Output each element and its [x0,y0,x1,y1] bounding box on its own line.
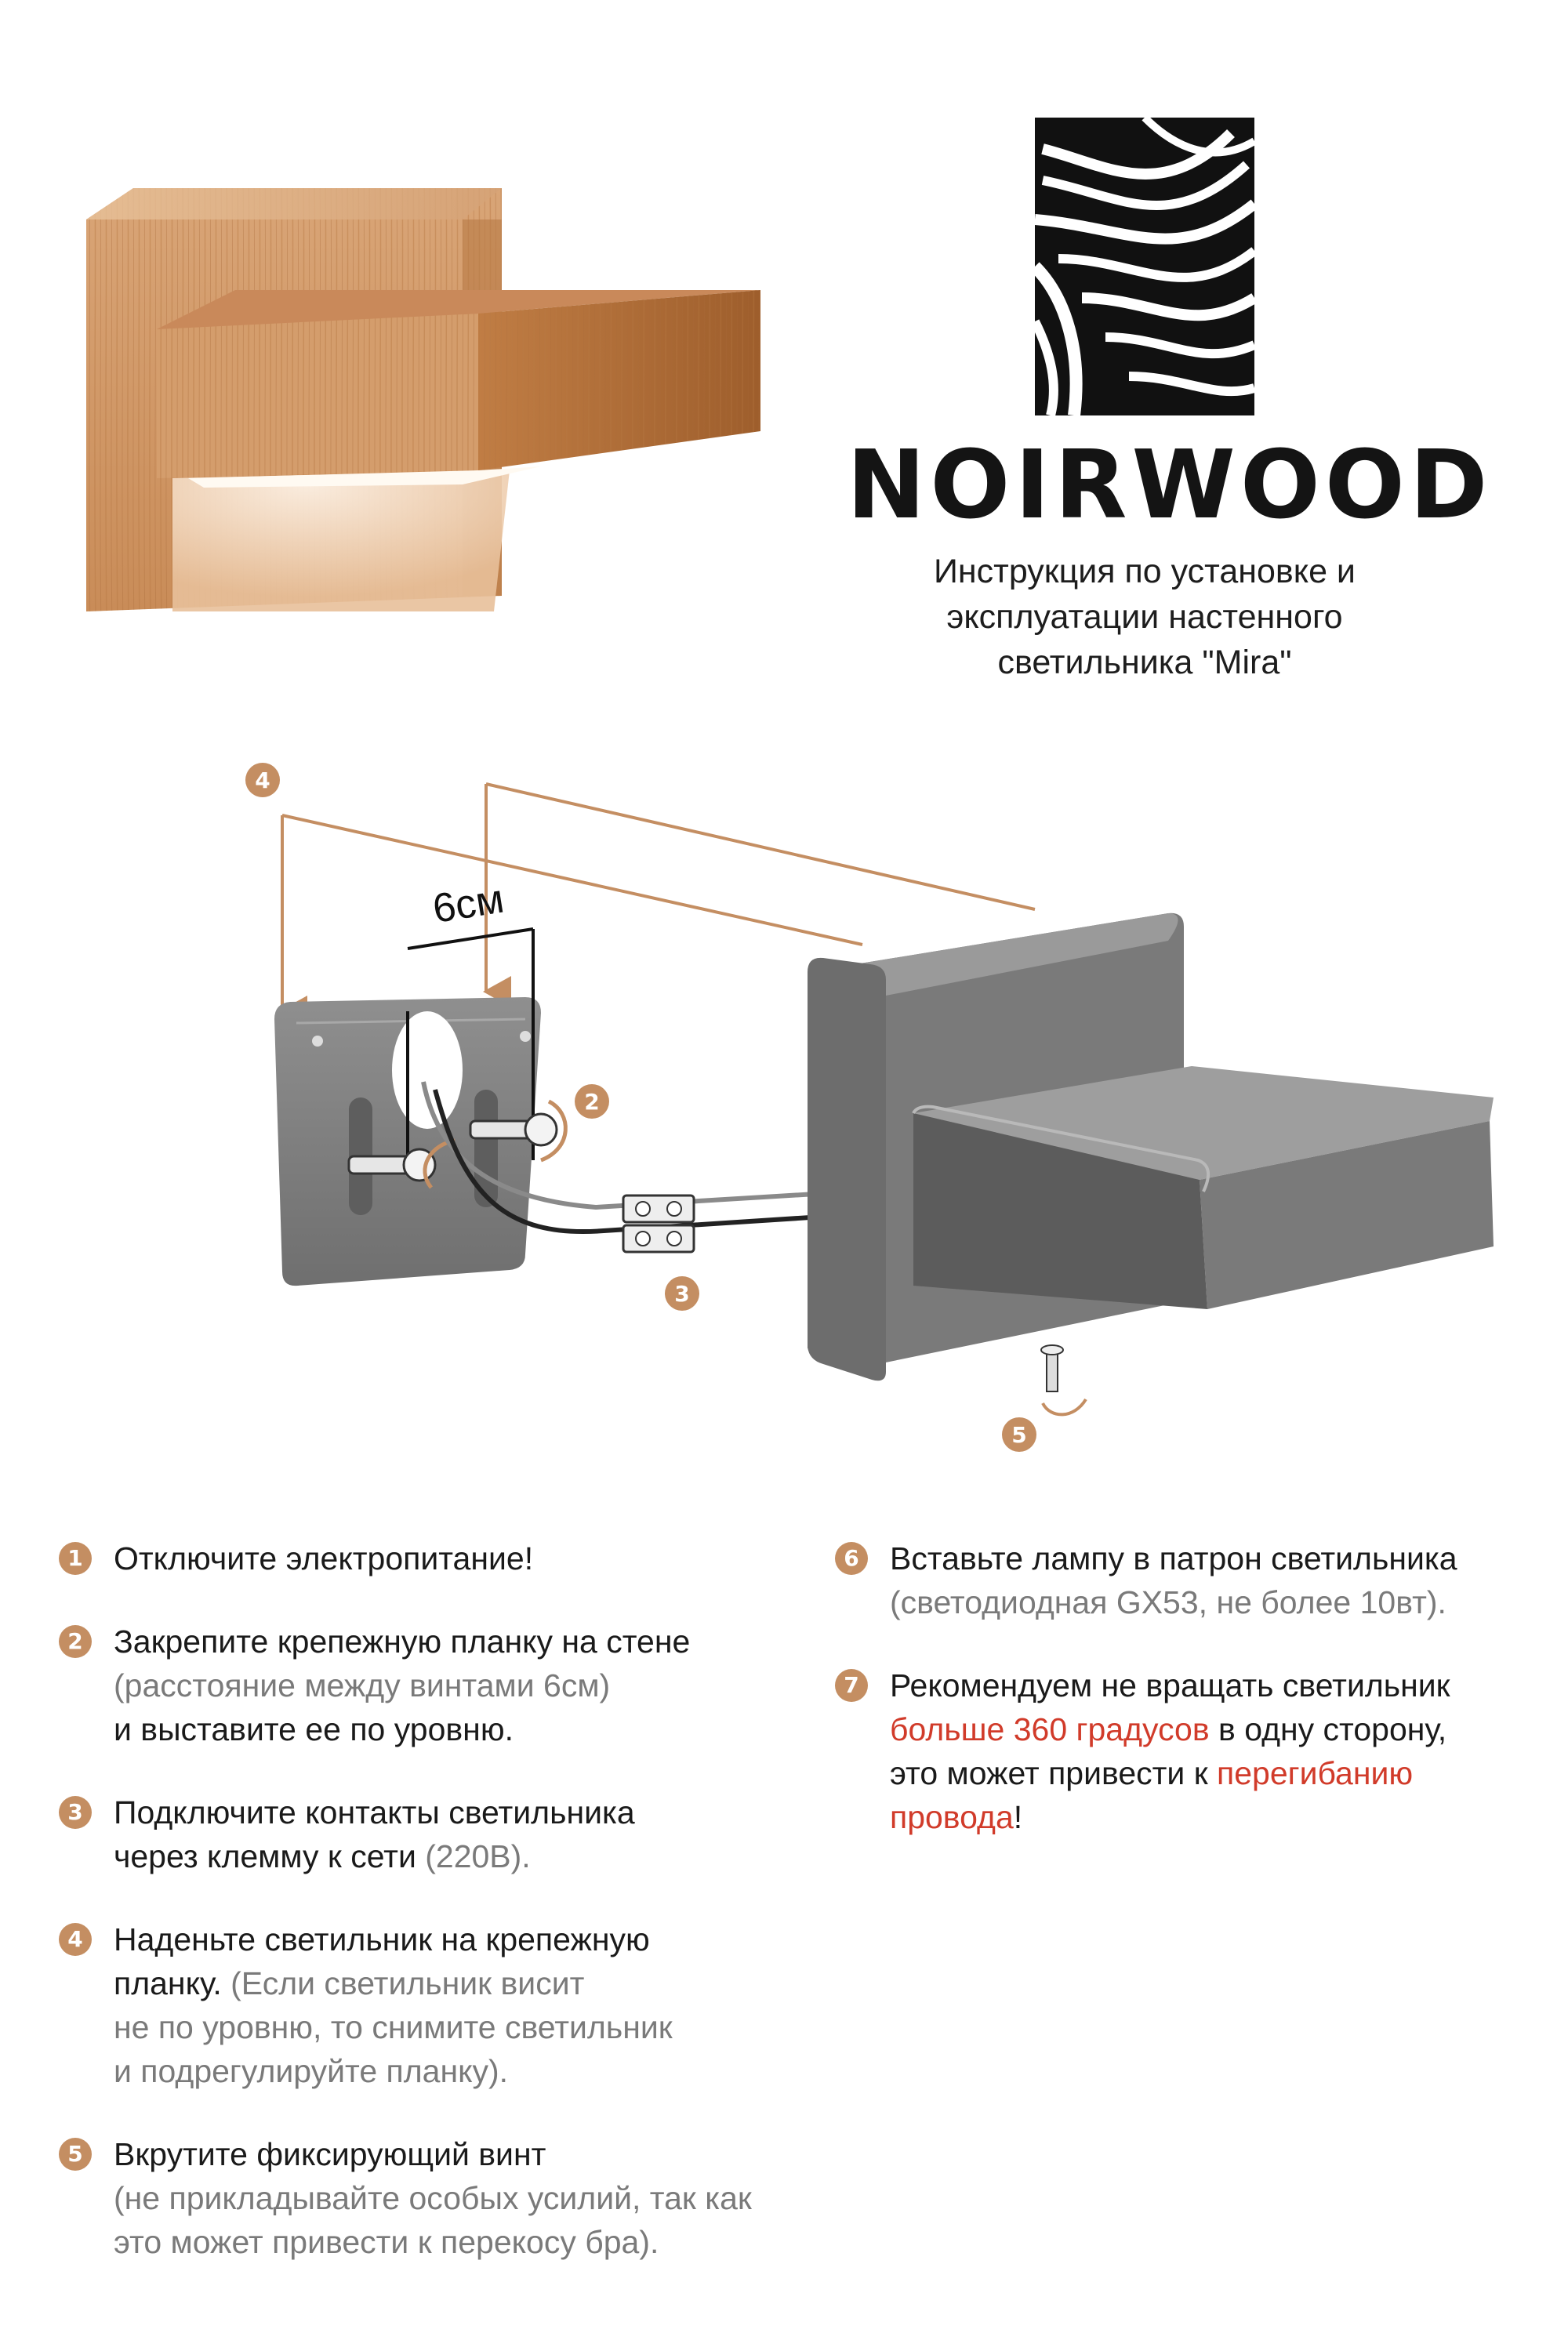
step-text-line [114,1536,811,1580]
steps-right-column [835,1536,1541,1878]
brand-logo-icon [1035,118,1254,415]
step-text-line [114,2176,811,2220]
subtitle-line: светильника "Mira" [997,644,1292,681]
step-number-badge: 4 [59,1923,92,1956]
step-2 [59,1620,811,1751]
step-3 [59,1790,811,1878]
step-text-segment: (220В). [425,1838,531,1874]
step-5 [59,2132,811,2264]
svg-text:2: 2 [584,1089,600,1115]
subtitle-line: Инструкция по установке и [934,553,1356,590]
step-text-segment: Вкрутите фиксирующий винт [114,2136,546,2172]
step-text-line [114,1620,811,1663]
step-number-badge: 5 [59,2138,92,2171]
step-text-segment: больше 360 градусов [890,1711,1210,1747]
step-number-badge: 3 [59,1796,92,1829]
svg-text:5: 5 [1011,1422,1027,1448]
step-text-segment: (расстояние между винтами 6см) [114,1667,611,1703]
subtitle-line: эксплуатации настенного [946,598,1343,636]
step-text-segment: это может привести к [890,1755,1218,1791]
step-text-segment: Наденьте светильник на крепежную [114,1921,650,1957]
step-text-segment: и выставите ее по уровню. [114,1711,514,1747]
callout-2 [575,1084,609,1119]
step-text-segment: это может привести к перекосу бра). [114,2224,659,2260]
step-text-segment: Закрепите крепежную планку на стене [114,1624,691,1660]
dimension-label: 6см [430,876,507,932]
step-text-segment: Рекомендуем не вращать светильник [890,1667,1450,1703]
step-text-line [114,1663,811,1707]
fixing-screw-icon [1041,1345,1063,1391]
step-text-segment: (светодиодная GX53, не более 10вт). [890,1584,1446,1620]
svg-text:4: 4 [255,767,270,793]
step-1 [59,1536,811,1580]
step-text-line [114,1917,811,1961]
callout-3 [665,1276,699,1311]
step-text-line [114,2132,811,2176]
step-text-line [114,2220,811,2264]
step-text-line [114,1961,811,2005]
callout-5 [1002,1417,1036,1452]
step-text-line [890,1751,1541,1795]
step-6 [835,1536,1541,1624]
step-text-line [890,1707,1541,1751]
step-text-line [114,2005,811,2049]
step-text-segment: через клемму к сети [114,1838,426,1874]
steps-left-column [59,1536,811,2303]
step-text-segment: Подключите контакты светильника [114,1794,635,1830]
step-text-segment: Вставьте лампу в патрон светильника [890,1540,1457,1576]
step-7 [835,1663,1541,1839]
step-text-line [114,1707,811,1751]
step-number-badge: 2 [59,1625,92,1658]
step-text-line [890,1663,1541,1707]
step-text-line [114,2049,811,2093]
step-number-badge: 1 [59,1542,92,1575]
step-text-segment: в одну сторону, [1209,1711,1447,1747]
step-number-badge: 6 [835,1542,868,1575]
rotate-arrow-icon [1043,1399,1086,1414]
callout-4 [245,763,280,797]
step-number-badge: 7 [835,1669,868,1702]
step-text-segment: (не прикладывайте особых усилий, так как [114,2180,752,2216]
step-4 [59,1917,811,2093]
step-text-line [114,1834,811,1878]
lamp-body [808,913,1494,1380]
step-text-line [890,1580,1541,1624]
step-text-segment: перегибанию [1217,1755,1414,1791]
step-text-segment: провода [890,1799,1014,1835]
step-text-segment: Отключите электропитание! [114,1540,534,1576]
document-subtitle [847,549,1443,685]
brand-name: NOIRWOOD [847,431,1493,540]
step-text-segment: и подрегулируйте планку). [114,2053,509,2089]
installation-diagram [227,753,1497,1458]
step-text-line [890,1536,1541,1580]
step-text-segment: (Если светильник висит [230,1965,585,2001]
step-text-segment: не по уровню, то снимите светильник [114,2009,673,2045]
svg-text:3: 3 [674,1281,690,1307]
product-photo [71,172,808,627]
step-text-line [890,1795,1541,1839]
step-text-line [114,1790,811,1834]
step-text-segment: планку. [114,1965,231,2001]
step-text-segment: ! [1013,1799,1023,1835]
